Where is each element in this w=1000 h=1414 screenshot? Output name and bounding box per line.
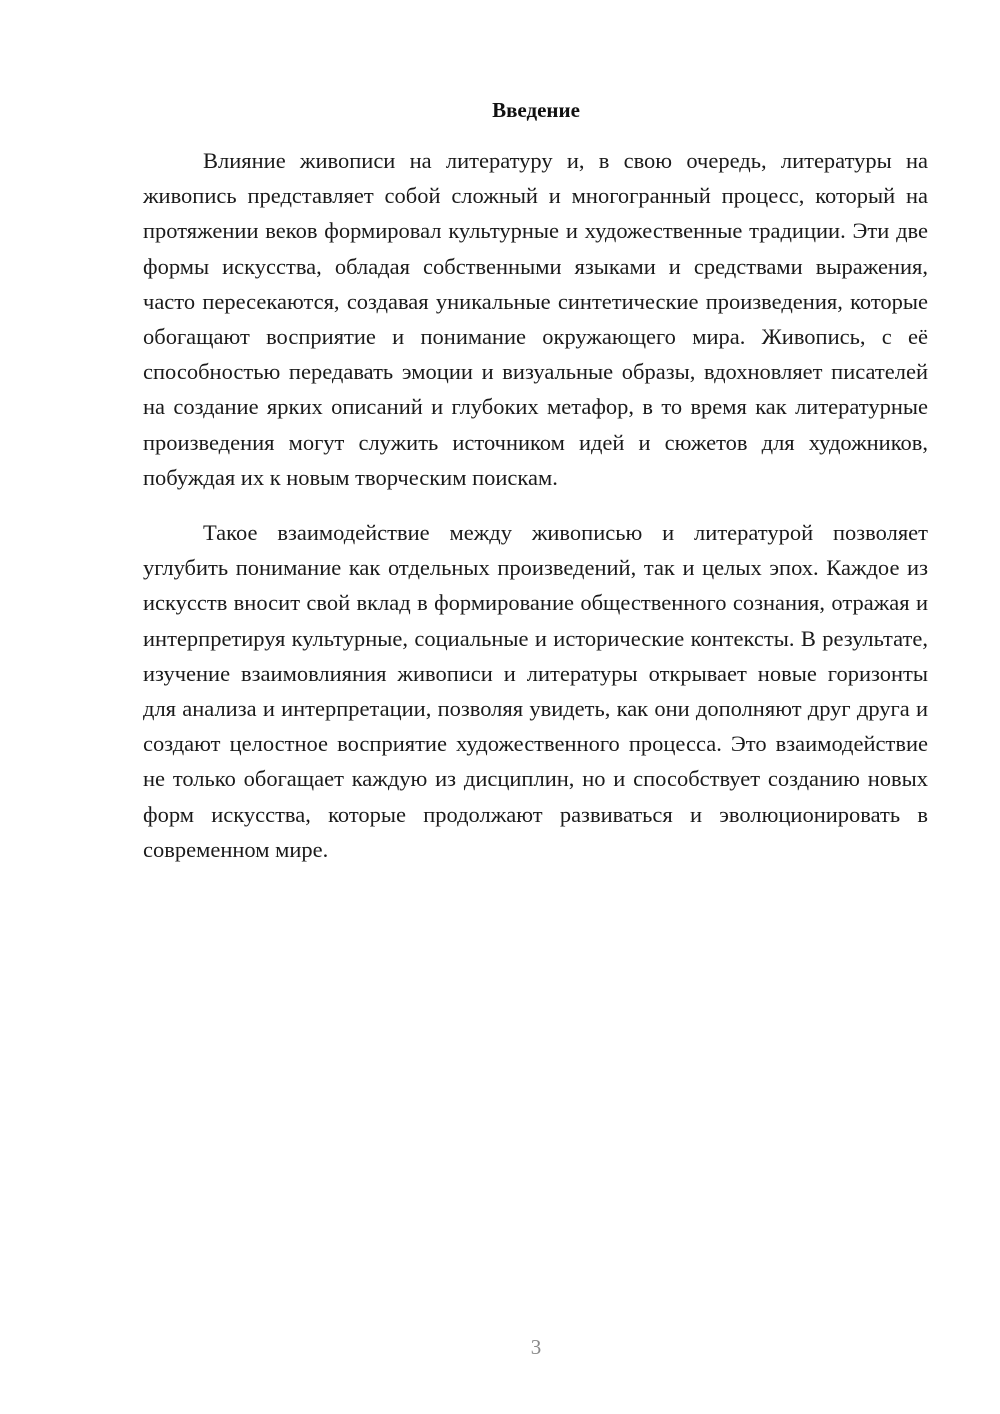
body-text xyxy=(143,143,928,867)
page-number: 3 xyxy=(530,1335,542,1359)
paragraph-2: Такое взаимодействие между живописью и литературой позволяет углубить понимание как отдельных произведений, так и целых эпох. Каждое из искусств вносит свой вклад в формирование общественного сознания, отражая и интерпретируя культурные, социальные и исторические контексты. В результате, изучение взаимовлияния живописи и литературы открывает новые горизонты для анализа и интерпретации, позволяя увидеть, как они дополняют друг друга и создают целостное восприятие художественного процесса. Это взаимодействие не только обогащает каждую из дисциплин, но и способствует созданию новых форм искусства, которые продолжают развиваться и эволюционировать в современном мире. xyxy=(143,520,928,862)
paragraph-1: Влияние живописи на литературу и, в свою очередь, литературы на живопись представляет собой сложный и многогранный процесс, который на протяжении веков формировал культурные и художественные традиции. Эти две формы искусства, обладая собственными языками и средствами выражения, часто пересекаются, создавая уникальные синтетические произведения, которые обогащают восприятие и понимание окружающего мира. Живопись, с её способностью передавать эмоции и визуальные образы, вдохновляет писателей на создание ярких описаний и глубоких метафор, в то время как литературные произведения могут служить источником идей и сюжетов для художников, побуждая их к новым творческим поискам. xyxy=(143,148,928,490)
section-title: Введение xyxy=(492,98,580,122)
